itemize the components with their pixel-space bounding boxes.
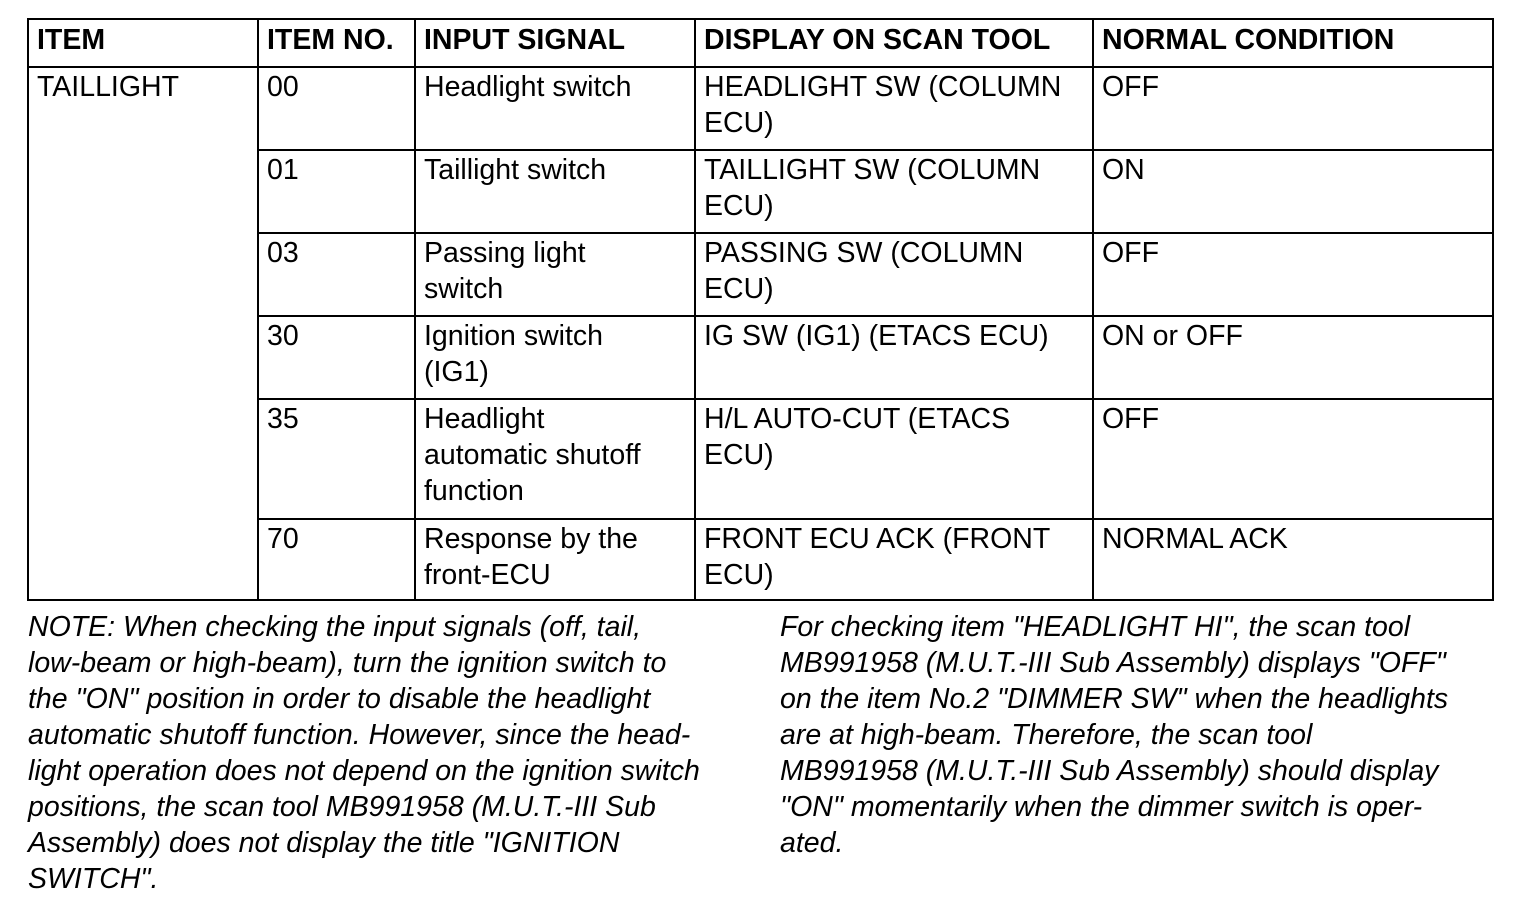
table-header-row xyxy=(28,19,1493,67)
normal-condition-cell: ON or OFF xyxy=(1093,316,1493,399)
input-signal-line: automatic shutoff xyxy=(424,439,641,471)
display-line: ECU) xyxy=(704,190,774,222)
note-line: SWITCH". xyxy=(28,863,159,895)
header-display-on-scan-tool: DISPLAY ON SCAN TOOL xyxy=(695,19,1093,67)
note-line: Assembly) does not display the title "IGNITION xyxy=(28,827,620,859)
note-line: on the item No.2 "DIMMER SW" when the headlights xyxy=(780,683,1449,715)
input-signal-line: front-ECU xyxy=(424,559,551,591)
display-line: ECU) xyxy=(704,107,774,139)
input-signal-line: Headlight xyxy=(424,403,545,435)
normal-condition-cell: OFF xyxy=(1093,233,1493,316)
input-signal-line: switch xyxy=(424,273,504,305)
input-signal-cell xyxy=(415,399,695,519)
display-line: ECU) xyxy=(704,559,774,591)
note-line: ated. xyxy=(780,827,844,859)
display-line: IG SW (IG1) (ETACS ECU) xyxy=(704,320,1049,352)
input-signal-line: Taillight switch xyxy=(424,154,607,186)
note-line: low-beam or high-beam), turn the ignition switch to xyxy=(28,647,667,679)
display-cell xyxy=(695,519,1093,600)
normal-condition-cell: OFF xyxy=(1093,399,1493,519)
item-no-cell: 30 xyxy=(258,316,415,399)
input-signal-cell xyxy=(415,233,695,316)
input-signal-line: Passing light xyxy=(424,237,586,269)
note-line: For checking item "HEADLIGHT HI", the scan tool xyxy=(780,611,1411,643)
note-line: automatic shutoff function. However, since the head- xyxy=(28,719,691,751)
item-cell: TAILLIGHT xyxy=(28,67,258,600)
table-body xyxy=(28,67,1493,600)
input-signal-cell xyxy=(415,519,695,600)
display-cell xyxy=(695,67,1093,150)
display-line: TAILLIGHT SW (COLUMN xyxy=(704,154,1041,186)
note-line: positions, the scan tool MB991958 (M.U.T.-III Sub xyxy=(28,791,656,823)
display-cell xyxy=(695,316,1093,399)
display-line: HEADLIGHT SW (COLUMN xyxy=(704,71,1062,103)
normal-condition-cell: OFF xyxy=(1093,67,1493,150)
input-signal-line: Headlight switch xyxy=(424,71,632,103)
item-no-cell: 70 xyxy=(258,519,415,600)
spec-table xyxy=(27,18,1494,601)
display-line: ECU) xyxy=(704,273,774,305)
input-signal-line: (IG1) xyxy=(424,356,489,388)
display-cell xyxy=(695,233,1093,316)
item-no-cell: 00 xyxy=(258,67,415,150)
display-line: H/L AUTO-CUT (ETACS xyxy=(704,403,1011,435)
header-item-no: ITEM NO. xyxy=(258,19,415,67)
input-signal-line: function xyxy=(424,475,524,507)
display-line: PASSING SW (COLUMN xyxy=(704,237,1024,269)
display-line: ECU) xyxy=(704,439,774,471)
item-no-cell: 01 xyxy=(258,150,415,233)
input-signal-line: Response by the xyxy=(424,523,638,555)
header-item: ITEM xyxy=(28,19,258,67)
input-signal-cell xyxy=(415,316,695,399)
note-right xyxy=(780,609,1495,861)
normal-condition-cell: ON xyxy=(1093,150,1493,233)
input-signal-cell xyxy=(415,150,695,233)
table-row xyxy=(28,67,1493,150)
note-line: MB991958 (M.U.T.-III Sub Assembly) should display xyxy=(780,755,1439,787)
note-line: "ON" momentarily when the dimmer switch is oper- xyxy=(780,791,1423,823)
display-cell xyxy=(695,150,1093,233)
input-signal-line: Ignition switch xyxy=(424,320,604,352)
note-line: NOTE: When checking the input signals (off, tail, xyxy=(28,611,642,643)
display-cell xyxy=(695,399,1093,519)
note-left xyxy=(28,609,748,897)
note-line: the "ON" position in order to disable the headlight xyxy=(28,683,651,715)
note-line: light operation does not depend on the ignition switch xyxy=(28,755,700,787)
display-line: FRONT ECU ACK (FRONT xyxy=(704,523,1051,555)
note-line: are at high-beam. Therefore, the scan tool xyxy=(780,719,1313,751)
header-normal-condition: NORMAL CONDITION xyxy=(1093,19,1493,67)
normal-condition-cell: NORMAL ACK xyxy=(1093,519,1493,600)
header-input-signal: INPUT SIGNAL xyxy=(415,19,695,67)
item-no-cell: 03 xyxy=(258,233,415,316)
item-no-cell: 35 xyxy=(258,399,415,519)
note-line: MB991958 (M.U.T.-III Sub Assembly) displays "OFF" xyxy=(780,647,1446,679)
input-signal-cell xyxy=(415,67,695,150)
